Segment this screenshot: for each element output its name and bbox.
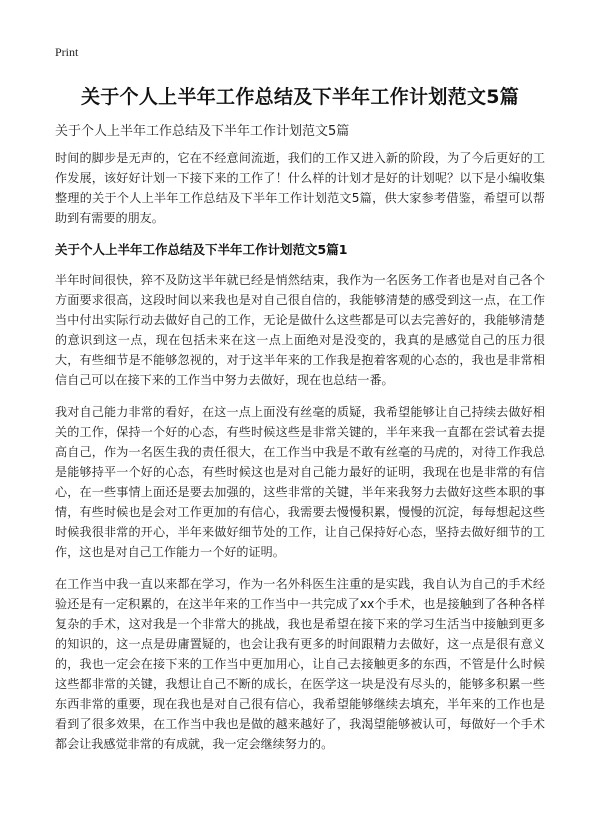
body-paragraph: 半年时间很快，猝不及防这半年就已经是悄然结束，我作为一名医务工作者也是对自己各个方面要求很高，这段时间以来我也是对自己很自信的，我能够清楚的感受到这一点，在工作当中付出实际行动去做好自己的工作，无论是做什么这些都是可以去完善好的，我能够清楚的意识到这一点，现在包括未来在这一点上面绝对是没变的，我真的是感觉自己的压力很大，有些细节是不能够忽视的，对于这半年来的工作我是抱着客观的心态的，我也是非常相信自己可以在接下来的工作当中努力去做好，现在也总结一番。 [55, 273, 545, 387]
print-label: Print [55, 45, 79, 59]
body-paragraph: 在工作当中我一直以来都在学习，作为一名外科医生注重的是实践，我自认为自己的手术经验还是有一定积累的，在这半年来的工作当中一共完成了xx个手术，也是接触到了各种各样复杂的手术，这对我是一个非常大的挑战，我也是希望在接下来的学习生活当中接触到更多的知识的，这一点是毋庸置疑的，也会让我有更多的时间跟精力去做好，这一点是很有意义的，我也一定会在接下来的工作当中更加用心，让自己去接触更多的东西，不管是什么时候这些都非常的关键，我想让自己不断的成长，在医学这一块是没有尽头的，能够多积累一些东西非常的重要，现在我也是对自己很有信心，我希望能够继续去填充，半年来的工作也是看到了很多效果，在工作当中我也是做的越来越好了，我渴望能够被认可，每做好一个手术都会让我感觉非常的有成就，我一定会继续努力的。 [55, 577, 545, 751]
intro-paragraph: 时间的脚步是无声的，它在不经意间流逝，我们的工作又进入新的阶段，为了今后更好的工作发展，该好好计划一下接下来的工作了！什么样的计划才是好的计划呢？以下是小编收集整理的关于个人上半年工作总结及下半年工作计划范文5篇，供大家参考借鉴，希望可以帮助到有需要的朋友。 [55, 151, 545, 225]
page-subtitle: 关于个人上半年工作总结及下半年工作计划范文5篇 [55, 124, 350, 139]
page-title: 关于个人上半年工作总结及下半年工作计划范文5篇 [80, 86, 520, 108]
section-heading: 关于个人上半年工作总结及下半年工作计划范文5篇1 [55, 242, 348, 257]
document-body [55, 148, 545, 766]
body-paragraph: 我对自己能力非常的看好，在这一点上面没有丝毫的质疑，我希望能够让自己持续去做好相关的工作，保持一个好的心态，有些时候这些是非常关键的，半年来我一直都在尝试着去提高自己，作为一名医生我的责任很大，在工作当中我是不敢有丝毫的马虎的，对待工作我总是能够持平一个好的心态，有些时候这也是对自己能力最好的证明，我现在也是非常的有信心，在一些事情上面还是要去加强的，这些非常的关键，半年来我努力去做好这些本职的事情，有些时候也是会对工作更加的有信心，我需要去慢慢积累，慢慢的沉淀，每每想起这些时候我很非常的开心，半年来做好细节处的工作，让自己保持好心态，坚持去做好细节的工作，这也是对自己工作能力一个好的证明。 [55, 405, 545, 559]
